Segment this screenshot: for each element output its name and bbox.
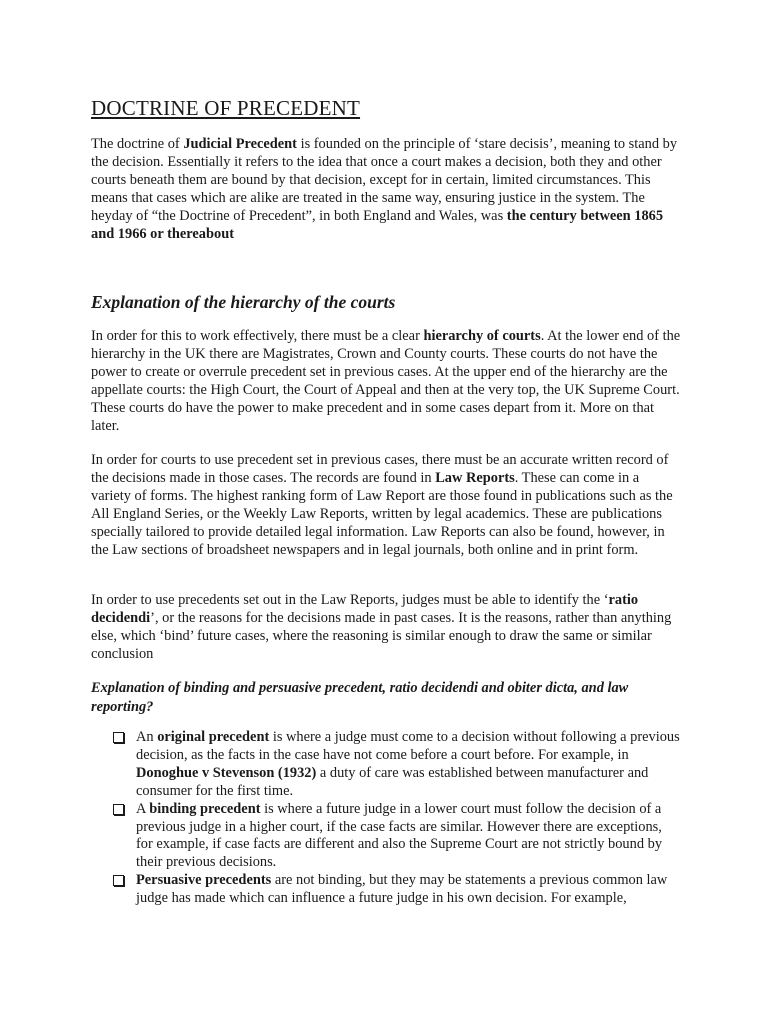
bullet-2-bold-term: binding precedent	[149, 800, 261, 817]
law-reports-paragraph	[91, 452, 681, 559]
hierarchy-text-2: . At the lower end of the hierarchy in the UK there are Magistrates, Crown and County courts. These courts do not have the power to create or overrule precedent set in previous cases. At the upper end of the hierarchy are the appellate courts: the High Court, the Court of Appeal and then at the very top, the UK Supreme Court. These courts do have the power to make precedent and in some cases depart from it. More on that later.	[91, 328, 681, 434]
section-heading-hierarchy: Explanation of the hierarchy of the courts	[91, 292, 396, 312]
checkbox-bullet-icon	[113, 732, 124, 743]
list-item-persuasive-precedents	[112, 872, 680, 908]
ratio-bold-term: ratio decidendi	[91, 592, 639, 626]
intro-bold-judicial-precedent: Judicial Precedent	[183, 136, 297, 152]
ratio-paragraph	[91, 592, 681, 664]
law-reports-text-1: In order for courts to use precedent set in previous cases, there must be an accurate written record of the decisions made in those cases. The records are found in	[91, 452, 669, 486]
law-reports-bold-term: Law Reports	[435, 469, 515, 486]
ratio-text-2: ’, or the reasons for the decisions made in past cases. It is the reasons, rather than anything else, which ‘bind’ future cases, where the reasoning is similar enough to draw the same or similar conclusion	[91, 609, 672, 662]
hierarchy-text-1: In order for this to work effectively, there must be a clear	[91, 328, 424, 344]
document-title: DOCTRINE OF PRECEDENT	[91, 96, 361, 120]
intro-paragraph	[91, 136, 681, 243]
bullet-1-bold-case: Donoghue v Stevenson (1932)	[136, 764, 317, 781]
bullet-2-text-2: is where a future judge in a lower court must follow the decision of a previous judge in a higher court, if the case facts are similar. However there are exceptions, for example, if case facts are different and also the Supreme Court are not strictly bound by their previous decisions.	[136, 800, 663, 871]
precedent-types-list	[112, 729, 680, 908]
checkbox-bullet-icon	[113, 804, 124, 815]
intro-text-2: is founded on the principle of ‘stare decisis’, meaning to stand by the decision. Essentially it refers to the idea that once a court makes a decision, both they and other courts beneath them are bound by that decision, except for in certain, limited circumstances. This means that cases which are alike are treated in the same way, ensuring justice in the system. The heyday of “the Doctrine of Precedent”, in both England and Wales, was	[91, 136, 678, 224]
bullet-2-text-1: A	[136, 800, 150, 817]
bullet-1-bold-term: original precedent	[157, 729, 270, 745]
list-item-binding-precedent	[112, 801, 680, 873]
ratio-text-1: In order to use precedents set out in the Law Reports, judges must be able to identify the ‘	[91, 592, 609, 608]
bullet-1-text-1: An	[136, 729, 158, 745]
bullet-1-text-2: is where a judge must come to a decision without following a previous decision, as the facts in the case have not come before a court before. For example, in	[136, 729, 680, 763]
intro-bold-century: the century between 1865 and 1966 or thereabout	[91, 207, 664, 242]
subheading-binding-persuasive: Explanation of binding and persuasive precedent, ratio decidendi and obiter dicta, and law reporting?	[91, 680, 629, 715]
law-reports-text-2: . These can come in a variety of forms. The highest ranking form of Law Report are those found in publications such as the All England Series, or the Weekly Law Reports, written by legal academics. These are publications specially tailored to provide detailed legal information. Law Reports can also be found, however, in the Law sections of broadsheet newspapers and in legal journals, both online and in print form.	[91, 469, 673, 558]
checkbox-bullet-icon	[113, 875, 124, 886]
bullet-3-bold-term: Persuasive precedents	[136, 872, 272, 889]
bullet-3-text-1: are not binding, but they may be statements a previous common law judge has made which can influence a future judge in his own decision. For example,	[136, 872, 668, 907]
intro-text-1: The doctrine of	[91, 136, 184, 152]
bullet-1-text-3: a duty of care was established between manufacturer and consumer for the first time.	[136, 764, 649, 799]
list-item-original-precedent	[112, 729, 680, 801]
hierarchy-paragraph	[91, 328, 681, 435]
hierarchy-bold-term: hierarchy of courts	[423, 328, 541, 344]
